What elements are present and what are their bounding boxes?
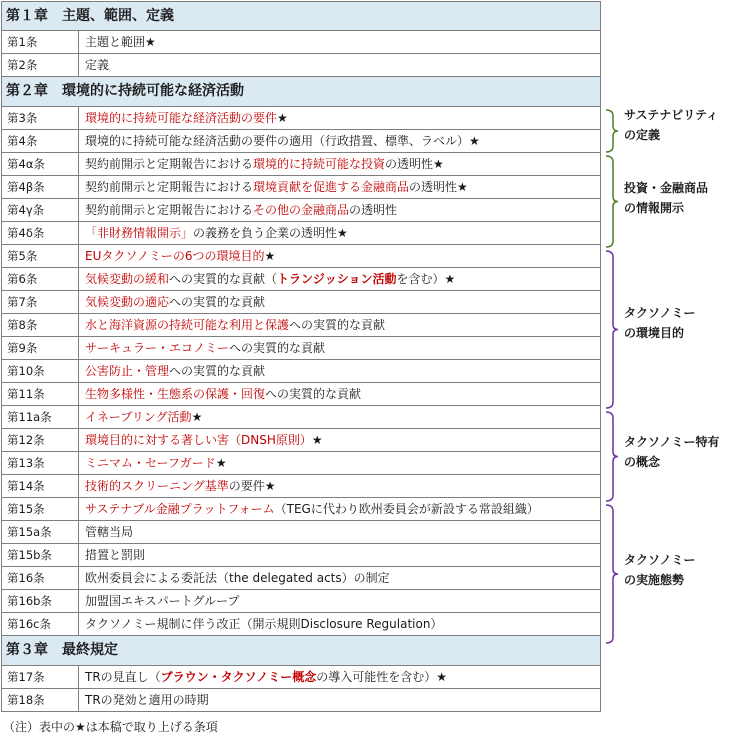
article-row xyxy=(1,590,601,613)
article-title-segment: TRの発効と適用の時期 xyxy=(85,693,209,707)
article-title-segment: 気候変動の緩和 xyxy=(85,272,170,286)
article-number: 第14条 xyxy=(2,475,79,497)
article-row xyxy=(1,176,601,199)
article-title-segment: 気候変動の適応 xyxy=(85,295,170,309)
article-number: 第16b条 xyxy=(2,590,79,612)
article-title-segment: イネーブリング活動 xyxy=(85,410,192,424)
article-number: 第12条 xyxy=(2,429,79,451)
group-label xyxy=(624,105,718,145)
article-title xyxy=(85,176,596,198)
article-row xyxy=(1,291,601,314)
article-number: 第5条 xyxy=(2,245,79,267)
article-row xyxy=(1,689,601,712)
article-number: 第18条 xyxy=(2,689,79,711)
group-label-line: タクソノミー xyxy=(624,306,696,320)
article-title xyxy=(85,452,596,474)
article-number: 第9条 xyxy=(2,337,79,359)
article-title xyxy=(85,54,596,76)
article-title-segment: サーキュラー・エコノミー xyxy=(85,341,230,355)
article-row xyxy=(1,383,601,406)
group-bracket xyxy=(606,505,618,643)
group-label-line: の環境目的 xyxy=(624,326,685,340)
article-title-segment: ミニマム・セーフガード xyxy=(85,456,216,470)
article-title-segment: 契約前開示と定期報告における xyxy=(85,203,254,217)
article-title xyxy=(85,666,596,688)
article-title xyxy=(85,590,596,612)
article-title xyxy=(85,521,596,543)
article-row xyxy=(1,544,601,567)
article-number: 第4α条 xyxy=(2,153,79,175)
article-number: 第11a条 xyxy=(2,406,79,428)
article-title-segment: の要件★ xyxy=(228,479,276,493)
group-label-line: の定義 xyxy=(624,128,661,142)
article-title xyxy=(85,613,596,635)
article-number: 第15b条 xyxy=(2,544,79,566)
article-title xyxy=(85,314,596,336)
article-title-segment: 公害防止・管理 xyxy=(85,364,170,378)
article-title xyxy=(85,107,596,129)
article-title-segment: 加盟国エキスパートグループ xyxy=(85,594,240,608)
article-row xyxy=(1,452,601,475)
group-label-line: サステナビリティ xyxy=(624,108,719,122)
article-title xyxy=(85,406,596,428)
article-row xyxy=(1,521,601,544)
article-title xyxy=(85,567,596,589)
article-row xyxy=(1,567,601,590)
article-row xyxy=(1,613,601,636)
article-title xyxy=(85,360,596,382)
article-title-segment: の透明性★ xyxy=(409,180,468,194)
article-title-segment: （TEGに代わり欧州委員会が新設する常設組織） xyxy=(274,502,539,516)
article-title-segment: 契約前開示と定期報告における xyxy=(85,157,254,171)
article-title-segment: サステナブル金融プラットフォーム xyxy=(85,502,275,516)
article-title-segment: への実質的な貢献 xyxy=(229,341,326,355)
article-title xyxy=(85,544,596,566)
article-title-segment: を含む）★ xyxy=(396,272,456,286)
article-number: 第16c条 xyxy=(2,613,79,635)
group-bracket xyxy=(606,412,618,501)
article-title-segment: 契約前開示と定期報告における xyxy=(85,180,254,194)
article-row xyxy=(1,31,601,54)
article-row xyxy=(1,107,601,130)
article-title-segment: タクソノミー規制に伴う改正（開示規則Disclosure Regulation） xyxy=(85,617,443,631)
article-title-segment: の透明性 xyxy=(349,203,398,217)
article-title-segment: の義務を負う企業の透明性★ xyxy=(193,226,348,240)
article-row xyxy=(1,268,601,291)
footnote: （注）表中の★は本稿で取り上げる条項 xyxy=(3,720,218,734)
article-title-segment: 欧州委員会による委託法（the delegated acts）の制定 xyxy=(85,571,390,585)
article-title xyxy=(85,337,596,359)
article-title xyxy=(85,475,596,497)
article-number: 第8条 xyxy=(2,314,79,336)
article-row xyxy=(1,406,601,429)
article-title-segment: 環境貢献を促進する金融商品 xyxy=(253,180,410,194)
article-title-segment: 環境目的に対する著しい害（DNSH原則） xyxy=(85,433,312,447)
article-row xyxy=(1,314,601,337)
article-title xyxy=(85,130,596,152)
article-title-segment: ★ xyxy=(277,111,288,125)
article-title-segment: ★ xyxy=(215,456,227,470)
article-title xyxy=(85,429,596,451)
group-label-line: タクソノミー特有 xyxy=(624,435,720,449)
article-title-segment: 主題と範囲★ xyxy=(85,35,156,49)
article-number: 第16条 xyxy=(2,567,79,589)
article-number: 第4条 xyxy=(2,130,79,152)
article-title xyxy=(85,291,596,313)
article-title xyxy=(85,689,596,711)
group-bracket xyxy=(606,110,618,152)
chapter-row xyxy=(1,1,601,31)
article-title-segment: 措置と罰則 xyxy=(85,548,146,562)
article-title xyxy=(85,222,596,244)
article-number: 第2条 xyxy=(2,54,79,76)
article-number: 第6条 xyxy=(2,268,79,290)
article-title-segment: 「非財務情報開示」 xyxy=(85,226,194,240)
article-table xyxy=(1,1,601,712)
article-title-segment: ★ xyxy=(264,249,276,263)
article-number: 第4δ条 xyxy=(2,222,79,244)
article-title-segment: 環境的に持続可能な経済活動の要件の適用（行政措置、標準、ラベル）★ xyxy=(85,134,480,148)
group-label xyxy=(624,303,696,343)
group-label xyxy=(624,550,696,590)
article-title-segment: EUタクソノミーの6つの環境目的 xyxy=(85,249,265,263)
article-number: 第4γ条 xyxy=(2,199,79,221)
article-title-segment: 管轄当局 xyxy=(85,525,134,539)
article-row xyxy=(1,245,601,268)
article-title xyxy=(85,383,596,405)
article-number: 第7条 xyxy=(2,291,79,313)
group-label xyxy=(624,178,708,218)
chapter-title: 第２章 環境的に持続可能な経済活動 xyxy=(6,83,244,99)
article-title-segment: 生物多様性・生態系の保護・回復 xyxy=(85,387,266,401)
article-number: 第11条 xyxy=(2,383,79,405)
article-number: 第1条 xyxy=(2,31,79,53)
article-number: 第3条 xyxy=(2,107,79,129)
article-row xyxy=(1,130,601,153)
article-title xyxy=(85,153,596,175)
article-row xyxy=(1,666,601,689)
article-row xyxy=(1,498,601,521)
article-title-segment: への実質的な貢献 xyxy=(169,364,266,378)
article-title-segment: への実質的な貢献 xyxy=(169,295,266,309)
article-row xyxy=(1,475,601,498)
article-title-segment: TRの見直し（ xyxy=(85,670,161,684)
article-title-segment: 技術的スクリーニング基準 xyxy=(85,479,229,493)
article-number: 第13条 xyxy=(2,452,79,474)
article-number: 第15条 xyxy=(2,498,79,520)
article-row xyxy=(1,429,601,452)
article-title-segment: 水と海洋資源の持続可能な利用と保護 xyxy=(85,318,290,332)
chapter-row xyxy=(1,77,601,107)
article-title-segment: への実質的な貢献 xyxy=(289,318,386,332)
chapter-title: 第１章 主題、範囲、定義 xyxy=(6,8,174,24)
article-number: 第15a条 xyxy=(2,521,79,543)
article-title-segment: への実質的な貢献 xyxy=(265,387,362,401)
article-row xyxy=(1,153,601,176)
chapter-row xyxy=(1,636,601,666)
article-title-segment: その他の金融商品 xyxy=(253,203,350,217)
article-title xyxy=(85,268,596,290)
article-title xyxy=(85,31,596,53)
article-title-segment: の透明性★ xyxy=(385,157,444,171)
chapter-title: 第３章 最終規定 xyxy=(6,642,118,658)
article-title xyxy=(85,199,596,221)
group-bracket xyxy=(606,251,618,408)
article-title-segment: 環境的に持続可能な経済活動の要件 xyxy=(85,111,278,125)
article-title-segment: ブラウン・タクソノミー概念 xyxy=(160,670,317,684)
group-label-line: 投資・金融商品 xyxy=(624,181,709,195)
group-label-line: の実施態勢 xyxy=(624,573,685,587)
group-bracket xyxy=(606,156,618,247)
article-row xyxy=(1,360,601,383)
article-title-segment: 定義 xyxy=(85,58,110,72)
article-row xyxy=(1,337,601,360)
group-label-line: タクソノミー xyxy=(624,553,696,567)
article-row xyxy=(1,199,601,222)
article-title-segment: の導入可能性を含む）★ xyxy=(316,670,447,684)
article-title-segment: ★ xyxy=(311,433,323,447)
group-label-line: の概念 xyxy=(624,455,661,469)
article-number: 第10条 xyxy=(2,360,79,382)
article-row xyxy=(1,54,601,77)
article-row xyxy=(1,222,601,245)
article-number: 第17条 xyxy=(2,666,79,688)
article-title-segment: トランジッション活動 xyxy=(277,272,397,286)
article-title xyxy=(85,245,596,267)
article-number: 第4β条 xyxy=(2,176,79,198)
group-label-line: の情報開示 xyxy=(624,201,685,215)
group-label xyxy=(624,432,720,472)
article-title-segment: ★ xyxy=(191,410,203,424)
article-title xyxy=(85,498,596,520)
article-title-segment: 環境的に持続可能な投資 xyxy=(253,157,386,171)
article-title-segment: への実質的な貢献（ xyxy=(169,272,278,286)
